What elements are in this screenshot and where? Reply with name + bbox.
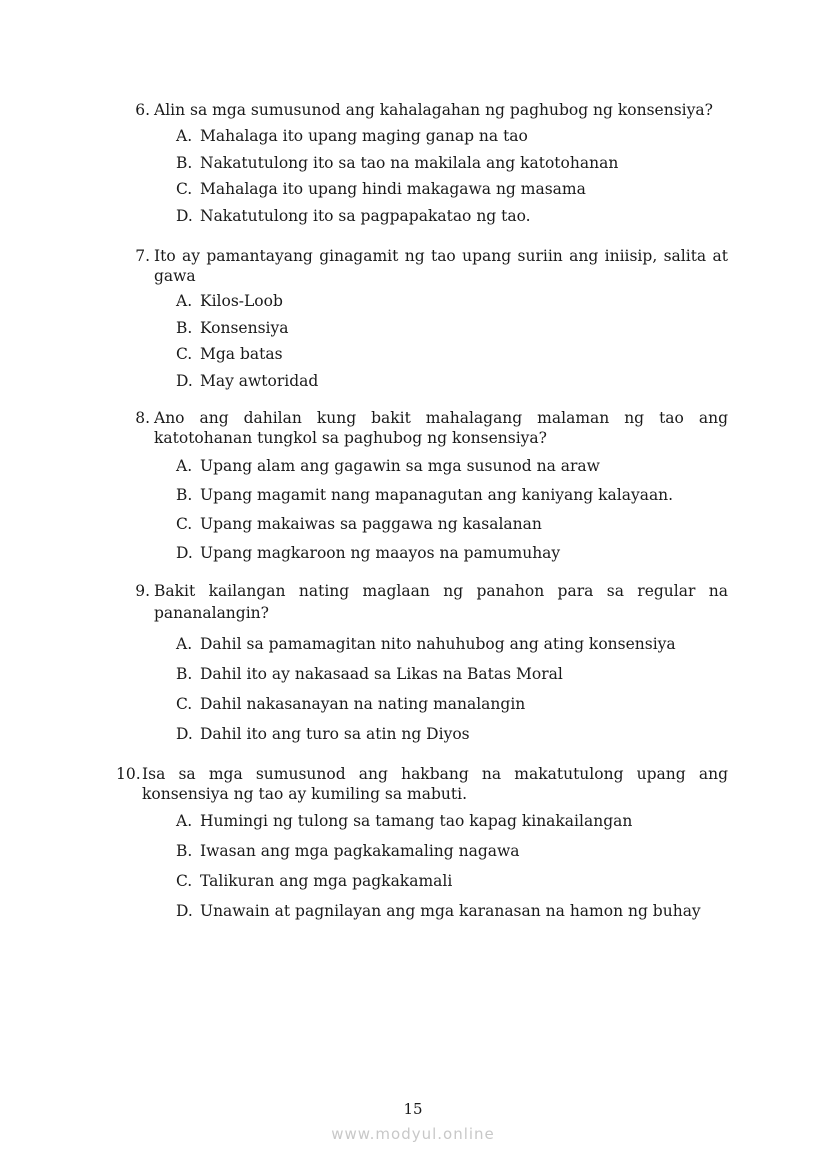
- choice-c: [176, 509, 736, 538]
- choice-letter: A.: [176, 456, 193, 475]
- choice-a: [176, 288, 736, 315]
- choice-text: Talikuran ang mga pagkakamali: [200, 872, 453, 890]
- question-stem: [122, 408, 728, 448]
- question-stem: [116, 764, 728, 804]
- choice-b: [176, 150, 736, 177]
- choice-text: Upang alam ang gagawin sa mga susunod na araw: [200, 456, 600, 475]
- choice-text: Upang magamit nang mapanagutan ang kaniyang kalayaan.: [200, 485, 674, 504]
- choice-letter: D.: [176, 543, 193, 562]
- choice-text: May awtoridad: [200, 371, 319, 390]
- choice-text: Iwasan ang mga pagkakamaling nagawa: [200, 842, 520, 860]
- choice-d: [176, 368, 736, 395]
- question-9: [122, 580, 728, 749]
- choice-text: Kilos-Loob: [200, 292, 283, 311]
- question-number: 6.: [135, 101, 150, 119]
- choice-letter: D.: [176, 206, 193, 225]
- choice-text: Mahalaga ito upang hindi makagawa ng masama: [200, 180, 586, 199]
- choice-letter: A.: [176, 127, 193, 146]
- question-text: Isa sa mga sumusunod ang hakbang na makatutulong upang ang konsensiya ng tao ay kumiling sa mabuti.: [142, 765, 728, 803]
- choice-letter: B.: [176, 318, 193, 337]
- question-8: [122, 408, 728, 567]
- page-number: 15: [403, 1100, 423, 1118]
- choice-list: [122, 288, 728, 394]
- choice-letter: A.: [176, 635, 193, 653]
- choice-text: Dahil ito ang turo sa atin ng Diyos: [200, 725, 470, 743]
- choice-b: [176, 480, 736, 509]
- choice-text: Mga batas: [200, 345, 283, 364]
- choice-list: [122, 806, 728, 926]
- choice-text: Dahil sa pamamagitan nito nahuhubog ang ating konsensiya: [200, 635, 676, 653]
- choice-b: [176, 836, 736, 866]
- choice-d: [176, 719, 736, 749]
- choice-text: Nakatutulong ito sa pagpapakatao ng tao.: [200, 206, 531, 225]
- choice-text: Dahil ito ay nakasaad sa Likas na Batas Moral: [200, 665, 563, 683]
- choice-d: [176, 896, 736, 926]
- choice-a: [176, 629, 736, 659]
- choice-text: Dahil nakasanayan na nating manalangin: [200, 695, 526, 713]
- choice-list: [122, 451, 728, 567]
- question-number: 10.: [116, 765, 141, 783]
- question-stem: [122, 580, 728, 624]
- choice-text: Mahalaga ito upang maging ganap na tao: [200, 127, 528, 146]
- choice-a: [176, 451, 736, 480]
- choice-d: [176, 203, 736, 230]
- choice-text: Konsensiya: [200, 318, 289, 337]
- choice-c: [176, 176, 736, 203]
- question-stem: [122, 100, 728, 120]
- choice-letter: A.: [176, 292, 193, 311]
- watermark: www.modyul.online: [331, 1125, 495, 1143]
- choice-a: [176, 123, 736, 150]
- question-number: 9.: [135, 582, 150, 600]
- choice-letter: C.: [176, 345, 193, 364]
- choice-text: Humingi ng tulong sa tamang tao kapag kinakailangan: [200, 812, 633, 830]
- choice-letter: B.: [176, 665, 193, 683]
- choice-c: [176, 866, 736, 896]
- question-text: Ito ay pamantayang ginagamit ng tao upang suriin ang iniisip, salita at gawa: [154, 247, 728, 285]
- choice-letter: A.: [176, 812, 193, 830]
- choice-letter: C.: [176, 872, 193, 890]
- choice-list: [122, 123, 728, 229]
- choice-letter: D.: [176, 371, 193, 390]
- choice-letter: B.: [176, 842, 193, 860]
- choice-list: [122, 629, 728, 749]
- choice-text: Nakatutulong ito sa tao na makilala ang katotohanan: [200, 153, 619, 172]
- question-stem: [122, 246, 728, 286]
- choice-c: [176, 689, 736, 719]
- choice-text: Upang makaiwas sa paggawa ng kasalanan: [200, 514, 542, 533]
- choice-letter: D.: [176, 725, 193, 743]
- question-text: Bakit kailangan nating maglaan ng panahon para sa regular na pananalangin?: [154, 582, 728, 622]
- choice-letter: C.: [176, 695, 193, 713]
- choice-text: Unawain at pagnilayan ang mga karanasan na hamon ng buhay: [200, 902, 701, 920]
- choice-letter: B.: [176, 485, 193, 504]
- question-text: Alin sa mga sumusunod ang kahalagahan ng paghubog ng konsensiya?: [154, 101, 713, 119]
- choice-letter: B.: [176, 153, 193, 172]
- choice-b: [176, 315, 736, 342]
- choice-d: [176, 538, 736, 567]
- question-7: [122, 246, 728, 394]
- choice-letter: C.: [176, 180, 193, 199]
- question-number: 8.: [135, 409, 150, 427]
- choice-c: [176, 341, 736, 368]
- choice-a: [176, 806, 736, 836]
- choice-letter: C.: [176, 514, 193, 533]
- choice-letter: D.: [176, 902, 193, 920]
- question-text: Ano ang dahilan kung bakit mahalagang malaman ng tao ang katotohanan tungkol sa paghubog ng konsensiya?: [154, 409, 728, 447]
- question-number: 7.: [135, 247, 150, 265]
- question-6: [122, 100, 728, 229]
- choice-text: Upang magkaroon ng maayos na pamumuhay: [200, 543, 561, 562]
- question-10: [116, 764, 728, 926]
- choice-b: [176, 659, 736, 689]
